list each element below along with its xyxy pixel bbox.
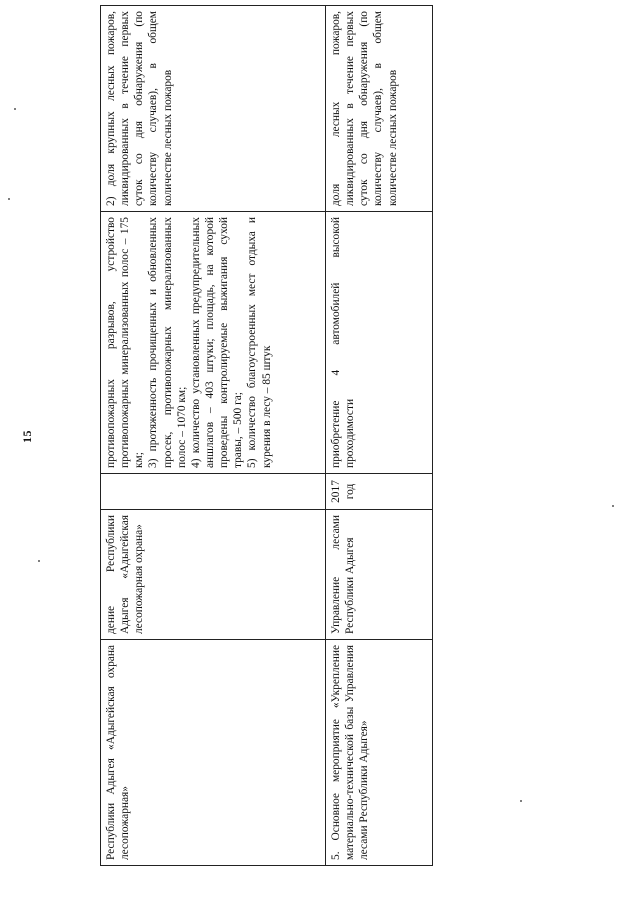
result-cell <box>101 212 326 474</box>
executor-cell: дение Республики Адыгея «Адыгейская лесопожарная охрана» <box>101 510 326 640</box>
table-row <box>326 6 433 866</box>
scan-speck <box>14 108 16 110</box>
page-number: 15 <box>20 430 34 443</box>
period-cell <box>101 474 326 510</box>
rotated-table-wrapper <box>100 6 432 866</box>
scan-speck <box>8 198 10 200</box>
program-table <box>100 5 433 866</box>
scan-speck <box>612 505 614 507</box>
scan-speck <box>38 560 40 562</box>
result-cell <box>326 212 433 474</box>
indicator-cell: доля лесных пожаров, ликвидированных в течение первых суток со дня обнаружения (по количеству случаев), в общем количестве лесных пожаров <box>326 6 433 212</box>
measure-name-cell: Республики Адыгея «Адыгейская охрана лесопожарная» <box>101 640 326 866</box>
measure-name-cell: 5. Основное мероприятие «Укрепление материально-технической базы Управления лесами Республики Адыгея» <box>326 640 433 866</box>
period-cell: 2017 год <box>326 474 433 510</box>
scan-speck <box>520 800 522 802</box>
result-line: приобретение 4 автомобилей высокой проходимости <box>330 217 357 468</box>
result-line: 4) количество установленных предупредительных аншлагов – 403 штуки; площадь, на которой проведены контролируемые выжигания сухой травы, – 500 га; <box>189 217 245 468</box>
executor-cell: Управление лесами Республики Адыгея <box>326 510 433 640</box>
table-row <box>101 6 326 866</box>
result-line: 3) протяженность прочищенных и обновленных просек, противопожарных минерализованных полос – 1070 км; <box>147 217 188 468</box>
result-line: противопожарных разрывов, устройство противопожарных минерализованных полос – 175 км; <box>105 217 146 468</box>
indicator-cell: 2) доля крупных лесных пожаров, ликвидированных в течение первых суток со дня обнаружения (по количеству случаев), в общем количестве лесных пожаров <box>101 6 326 212</box>
result-line: 5) количество благоустроенных мест отдыха и курения в лесу – 85 штук <box>246 217 273 468</box>
